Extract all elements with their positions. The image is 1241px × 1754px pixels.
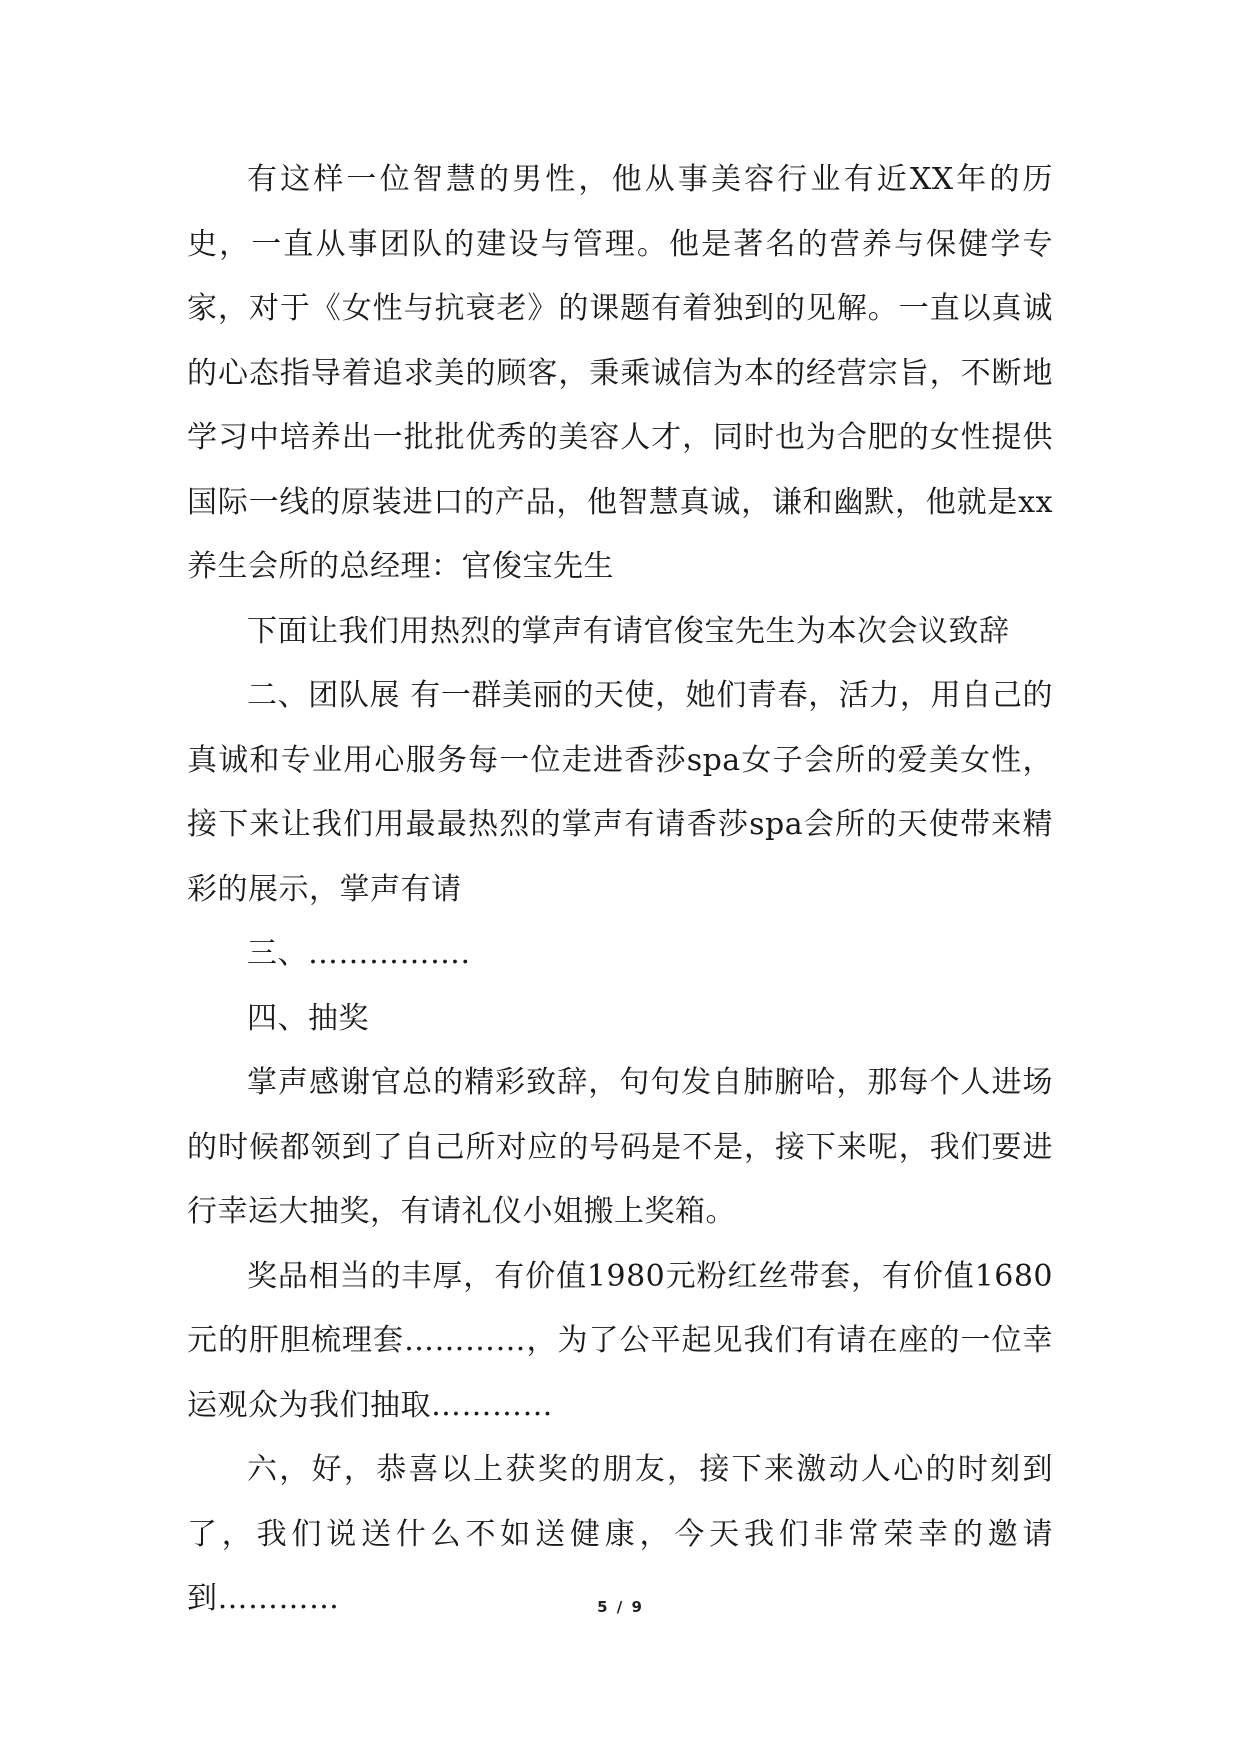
paragraph-lottery-intro: 掌声感谢官总的精彩致辞，句句发自肺腑哈，那每个人进场的时候都领到了自己所对应的号码是不是，接下来呢，我们要进行幸运大抽奖，有请礼仪小姐搬上奖箱。 [187,1065,1053,1229]
paragraph-intro-manager: 有这样一位智慧的男性，他从事美容行业有近XX年的历史，一直从事团队的建设与管理。他是著名的营养与保健学专家，对于《女性与抗衰老》的课题有着独到的见解。一直以真诚的心态指导着追求美的顾客，秉乘诚信为本的经营宗旨，不断地学习中培养出一批批优秀的美容人才，同时也为合肥的女性提供国际一线的原装进口的产品，他智慧真诚，谦和幽默，他就是xx养生会所的总经理：官俊宝先生 [187,162,1053,584]
page-number: 5 / 9 [597,1598,644,1616]
paragraph-invite-speech: 下面让我们用热烈的掌声有请官俊宝先生为本次会议致辞 [247,613,1010,649]
paragraph-section-six: 六，好，恭喜以上获奖的朋友，接下来激动人心的时刻到了，我们说送什么不如送健康，今天我们非常荣幸的邀请到………… [187,1452,1053,1616]
paragraph-prizes: 奖品相当的丰厚，有价值1980元粉红丝带套，有价值1680元的肝胆梳理套…………，为了公平起见我们有请在座的一位幸运观众为我们抽取………… [187,1258,1053,1423]
paragraph-section-three: 三、……………. [247,936,471,971]
paragraph-team-show: 二、团队展 有一群美丽的天使，她们青春，活力，用自己的真诚和专业用心服务每一位走进香莎spa女子会所的爱美女性，接下来让我们用最最热烈的掌声有请香莎spa会所的天使带来精彩的展示，掌声有请 [187,678,1053,907]
paragraph-section-four-heading: 四、抽奖 [247,1000,369,1036]
document-body [187,148,1053,1632]
